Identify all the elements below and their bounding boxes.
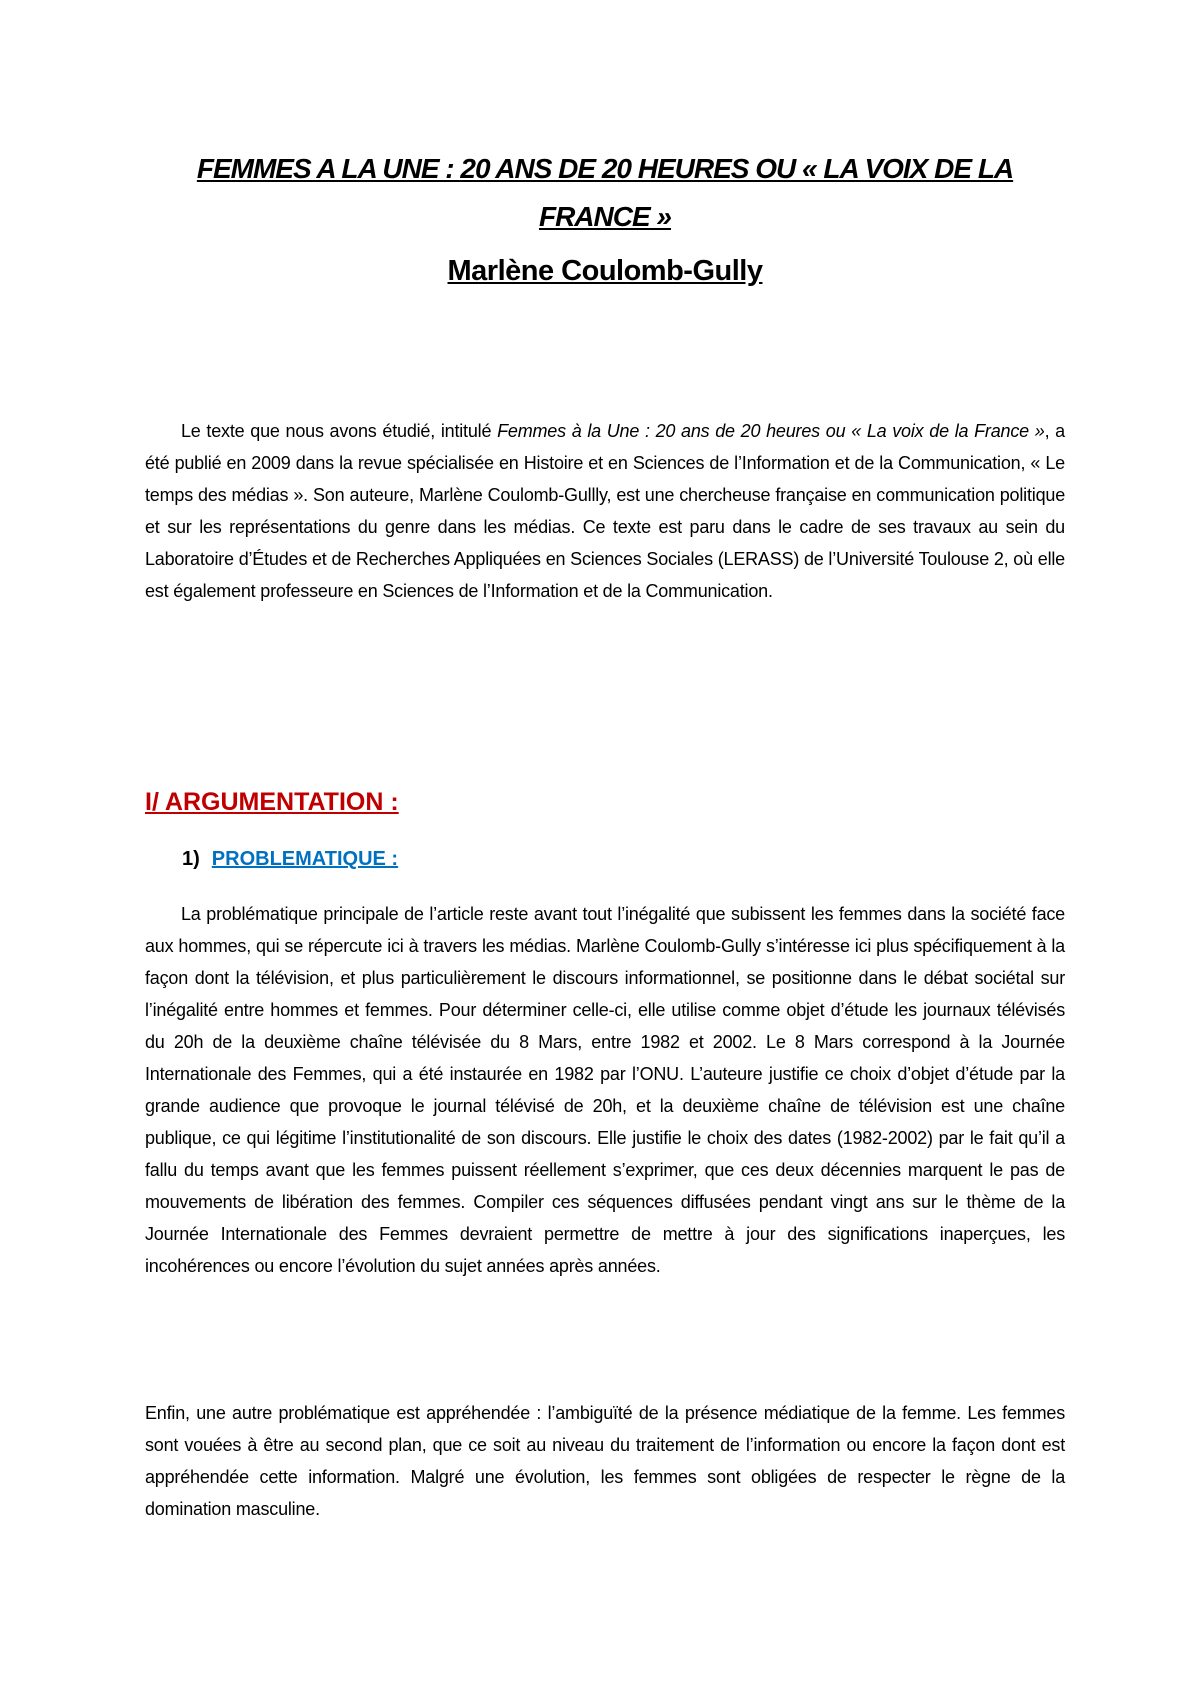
intro-paragraph xyxy=(145,415,1065,607)
problematique-paragraph-1: La problématique principale de l’article reste avant tout l’inégalité que subissent les femmes dans la société face aux hommes, qui se répercute ici à travers les médias. Marlène Coulomb-Gully s’intéresse ici plus spécifiquement à la façon dont la télévision, et plus particulièrement le discours informationnel, se positionne dans le débat sociétal sur l’inégalité entre hommes et femmes. Pour déterminer celle-ci, elle utilise comme objet d’étude les journaux télévisés du 20h de la deuxième chaîne télévisée du 8 Mars, entre 1982 et 2002. Le 8 Mars correspond à la Journée Internationale des Femmes, qui a été instaurée en 1982 par l’ONU. L’auteure justifie ce choix d’objet d’étude par la grande audience que provoque le journal télévisé de 20h, et la deuxième chaîne de télévision est une chaîne publique, ce qui légitime l’institutionalité de son discours. Elle justifie le choix des dates (1982-2002) par le fait qu’il a fallu du temps avant que les femmes puissent réellement s’exprimer, que ces deux décennies marquent le pas de mouvements de libération des femmes. Compiler ces séquences diffusées pendant vingt ans sur le thème de la Journée Internationale des Femmes devraient permettre de mettre à jour des significations inaperçues, les incohérences ou encore l’évolution du sujet années après années. xyxy=(145,904,1065,1276)
document-author: Marlène Coulomb-Gully xyxy=(447,255,763,287)
subsection-number: 1) xyxy=(182,848,200,870)
intro-article-title: Femmes à la Une : 20 ans de 20 heures ou « La voix de la France » xyxy=(497,421,1045,441)
document-title: FEMMES A LA UNE : 20 ANS DE 20 HEURES OU « LA VOIX DE LA FRANCE » xyxy=(196,153,1014,232)
intro-rest: , a été publié en 2009 dans la revue spécialisée en Histoire et en Sciences de l’Information et de la Communication, « Le temps des médias ». Son auteure, Marlène Coulomb-Gullly, est une chercheuse française en communication politique et sur les représentations du genre dans les médias. Ce texte est paru dans le cadre de ses travaux au sein du Laboratoire d’Études et de Recherches Appliquées en Sciences Sociales (LERASS) de l’Université Toulouse 2, où elle est également professeure en Sciences de l’Information et de la Communication. xyxy=(145,421,1065,601)
section-heading xyxy=(145,788,399,817)
subsection-label: PROBLEMATIQUE : xyxy=(211,848,399,870)
subsection-heading xyxy=(182,848,398,871)
intro-lead: Le texte que nous avons étudié, intitulé xyxy=(181,421,498,441)
section-heading-text: I/ ARGUMENTATION : xyxy=(145,788,399,816)
problematique-paragraph-2: Enfin, une autre problématique est appréhendée : l’ambiguïté de la présence médiatique de la femme. Les femmes sont vouées à être au second plan, que ce soit au niveau du traitement de l’information ou encore la façon dont est appréhendée cette information. Malgré une évolution, les femmes sont obligées de respecter le règne de la domination masculine. xyxy=(145,1403,1065,1519)
